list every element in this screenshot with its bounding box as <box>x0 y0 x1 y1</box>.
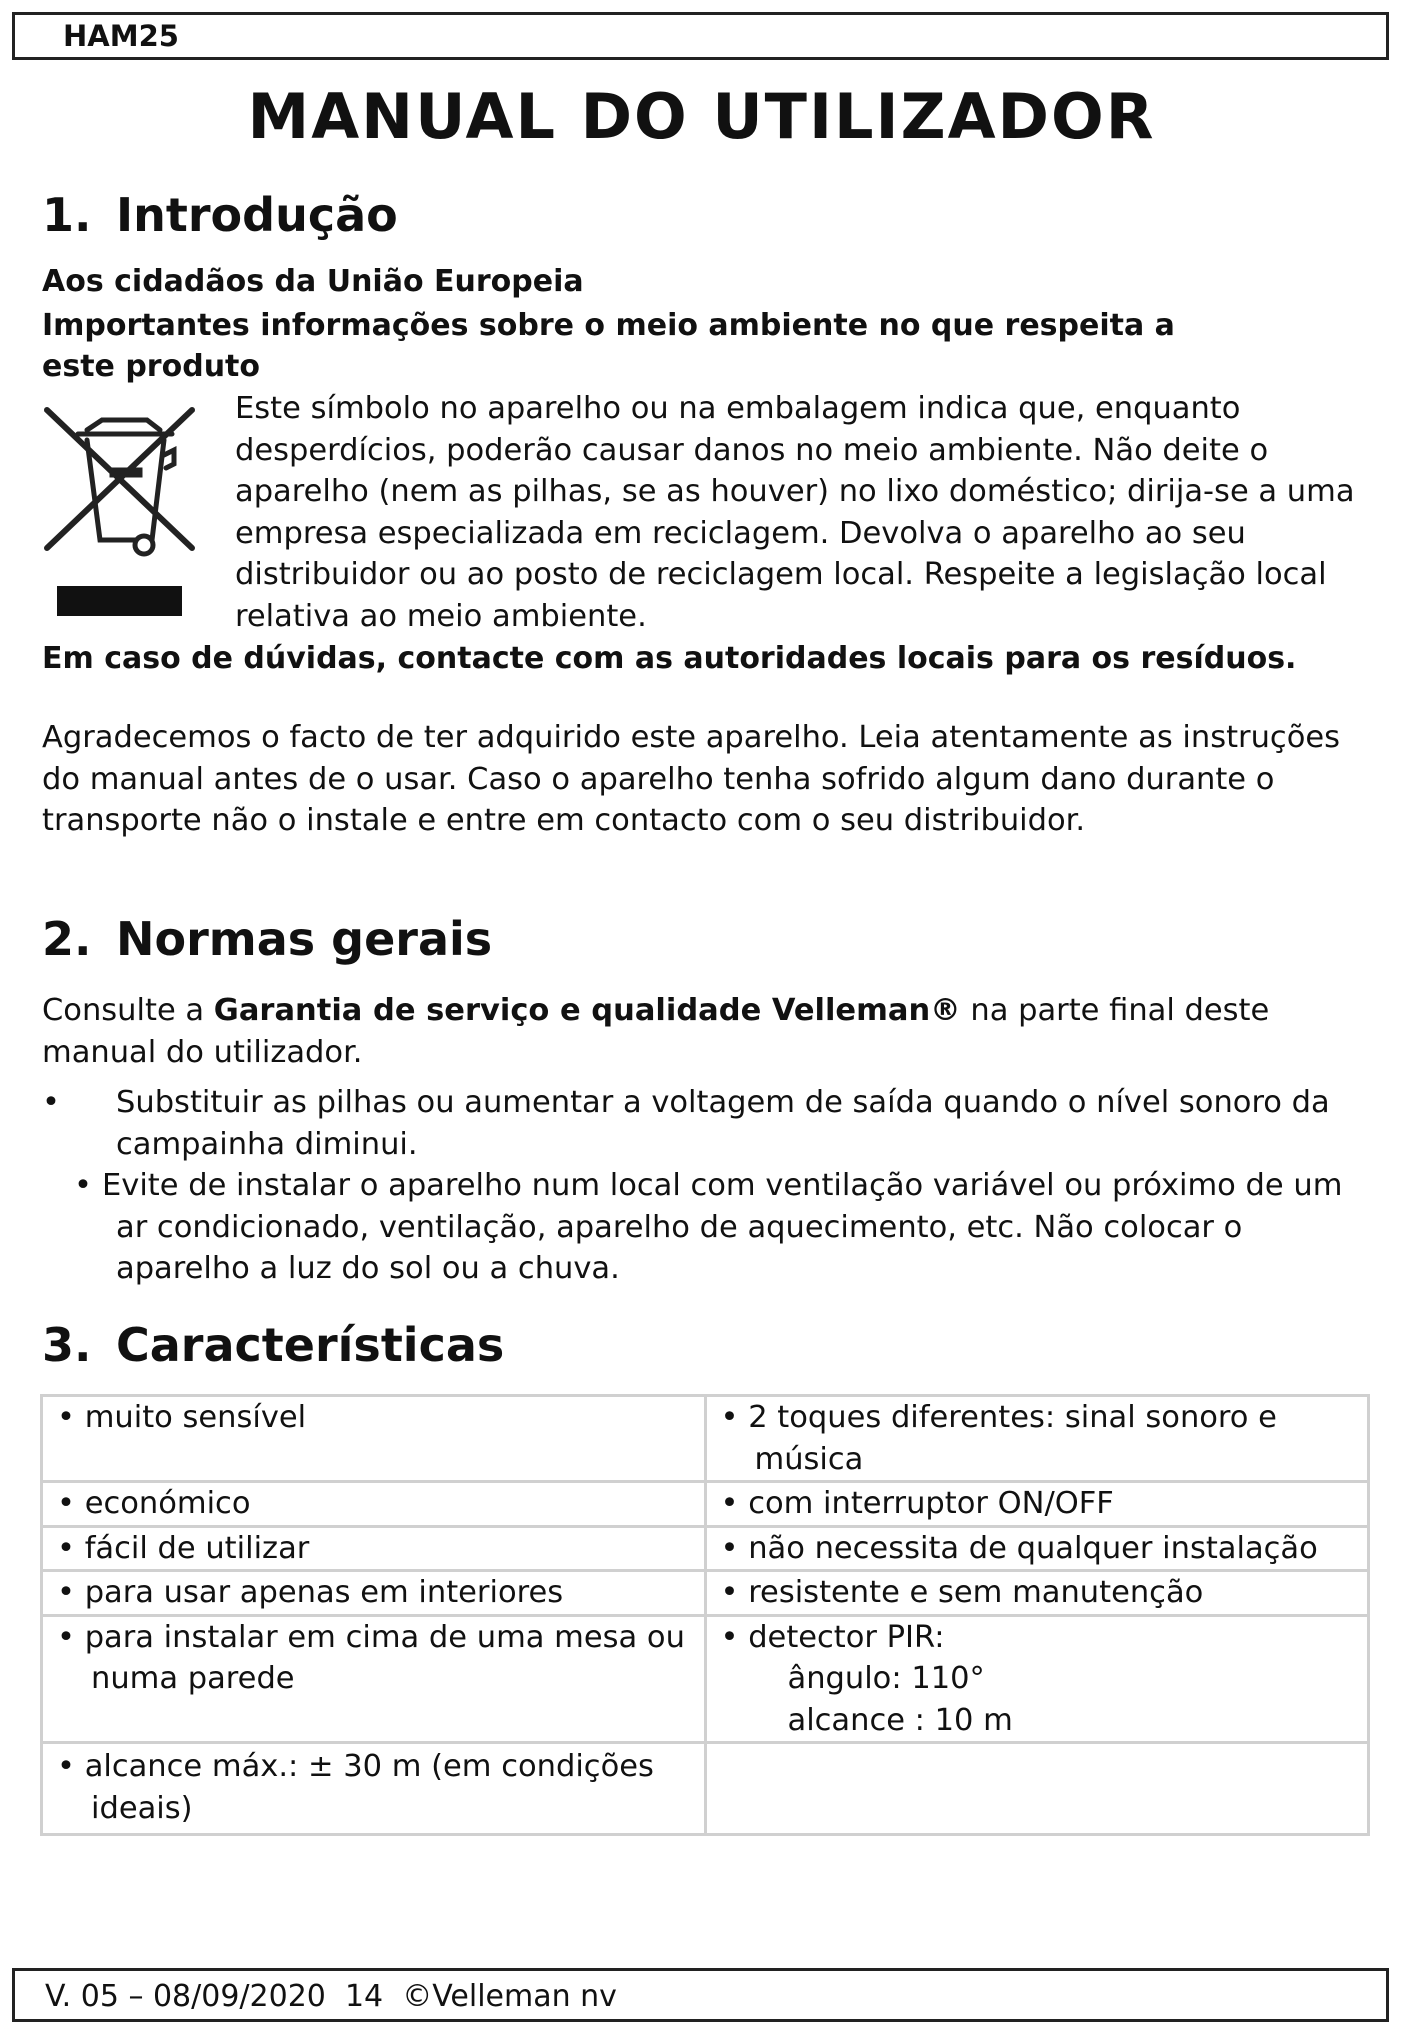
table-cell: • económico <box>42 1482 706 1527</box>
feature-text: alcance máx.: ± 30 m (em condições ideais) <box>84 1749 654 1826</box>
table-row <box>42 1396 1369 1482</box>
doubt-notice: Em caso de dúvidas, contacte com as autoridades locais para os resíduos. <box>42 641 1297 676</box>
features-table <box>40 1394 1370 1836</box>
table-cell: • não necessita de qualquer instalação <box>705 1526 1369 1571</box>
feature-text: para instalar em cima de uma mesa ou numa parede <box>84 1619 685 1696</box>
section-1-title: Introdução <box>116 188 398 242</box>
eu-heading: Aos cidadãos da União Europeia <box>42 264 584 299</box>
bullet-icon: • <box>42 1085 60 1120</box>
header-box <box>12 12 1389 60</box>
feature-text: resistente e sem manutenção <box>748 1575 1204 1610</box>
section-3-heading <box>42 1318 504 1372</box>
bullet-icon: • <box>74 1168 92 1203</box>
pir-angle: ângulo: 110° <box>787 1661 985 1696</box>
env-heading-line2: este produto <box>42 349 260 384</box>
feature-text: para usar apenas em interiores <box>84 1575 564 1610</box>
table-cell <box>705 1743 1369 1835</box>
feature-text: não necessita de qualquer instalação <box>748 1530 1318 1566</box>
list-item-text: Substituir as pilhas ou aumentar a voltagem de saída quando o nível sonoro da campainha diminui. <box>116 1085 1330 1162</box>
weee-notice: Este símbolo no aparelho ou na embalagem indica que, enquanto desperdícios, poderão causar danos no meio ambiente. Não deite o aparelho (nem as pilhas, se as houver) no lixo doméstico; dirija-se a uma empresa especializada em reciclagem. Devolva o aparelho ao seu distribuidor ou ao posto de reciclagem local. Respeite a legislação local relativa ao meio ambiente. <box>235 391 1355 634</box>
footer-line <box>45 1979 617 2014</box>
crossed-out-wheelie-bin-icon <box>42 400 202 620</box>
table-cell: • detector PIR: ângulo: 110° alcance : 10 m <box>705 1615 1369 1743</box>
env-heading <box>42 305 1372 387</box>
list-item <box>42 1082 1372 1165</box>
consult-suffix: na parte final deste manual do utilizador. <box>42 993 1270 1070</box>
table-row <box>42 1571 1369 1616</box>
table-cell: • fácil de utilizar <box>42 1526 706 1571</box>
feature-text: 2 toques diferentes: sinal sonoro e música <box>748 1400 1277 1477</box>
feature-text: com interruptor ON/OFF <box>748 1486 1114 1521</box>
table-cell: • 2 toques diferentes: sinal sonoro e música <box>705 1396 1369 1482</box>
feature-text: muito sensível <box>84 1400 307 1435</box>
thanks-paragraph: Agradecemos o facto de ter adquirido este aparelho. Leia atentamente as instruções do manual antes de o usar. Caso o aparelho tenha sofrido algum dano durante o transporte não o instale e entre em contacto com o seu distribuidor. <box>42 720 1341 838</box>
warranty-reference: Garantia de serviço e qualidade Velleman® <box>213 993 961 1028</box>
table-cell: • muito sensível <box>42 1396 706 1482</box>
section-2-heading <box>42 912 492 966</box>
list-item <box>42 1165 1372 1290</box>
pir-range: alcance : 10 m <box>787 1702 1013 1738</box>
page-title: MANUAL DO UTILIZADOR <box>247 80 1156 153</box>
section-2-title: Normas gerais <box>116 912 493 966</box>
section-2-number: 2. <box>42 912 92 966</box>
section-3-title: Características <box>116 1318 505 1372</box>
page-number: 14 <box>344 1979 384 2014</box>
list-item-text: Evite de instalar o aparelho num local com ventilação variável ou próximo de um ar condicionado, ventilação, aparelho de aquecimento, etc. Não colocar o aparelho a luz do sol ou a chuva. <box>102 1168 1343 1286</box>
table-cell: • para instalar em cima de uma mesa ou numa parede <box>42 1615 706 1743</box>
footer-version: V. 05 – 08/09/2020 <box>45 1979 326 2014</box>
general-rules-list <box>42 1082 1372 1290</box>
table-row <box>42 1482 1369 1527</box>
table-row <box>42 1743 1369 1835</box>
consult-prefix: Consulte a <box>42 993 214 1028</box>
table-cell: • alcance máx.: ± 30 m (em condições ideais) <box>42 1743 706 1835</box>
env-heading-line1: Importantes informações sobre o meio ambiente no que respeita a <box>42 308 1175 343</box>
table-row <box>42 1615 1369 1743</box>
consult-paragraph <box>42 990 1372 1073</box>
feature-text: detector PIR: <box>748 1619 945 1655</box>
table-cell: • resistente e sem manutenção <box>705 1571 1369 1616</box>
section-1-heading <box>42 188 398 242</box>
section-3-number: 3. <box>42 1318 92 1372</box>
feature-text: económico <box>84 1486 251 1521</box>
footer-box <box>12 1968 1389 2022</box>
table-row <box>42 1526 1369 1571</box>
footer-copyright: ©Velleman nv <box>402 1979 617 2014</box>
table-cell: • para usar apenas em interiores <box>42 1571 706 1616</box>
model-code: HAM25 <box>63 19 179 53</box>
feature-text: fácil de utilizar <box>84 1530 310 1566</box>
section-1-number: 1. <box>42 188 92 242</box>
table-cell: • com interruptor ON/OFF <box>705 1482 1369 1527</box>
